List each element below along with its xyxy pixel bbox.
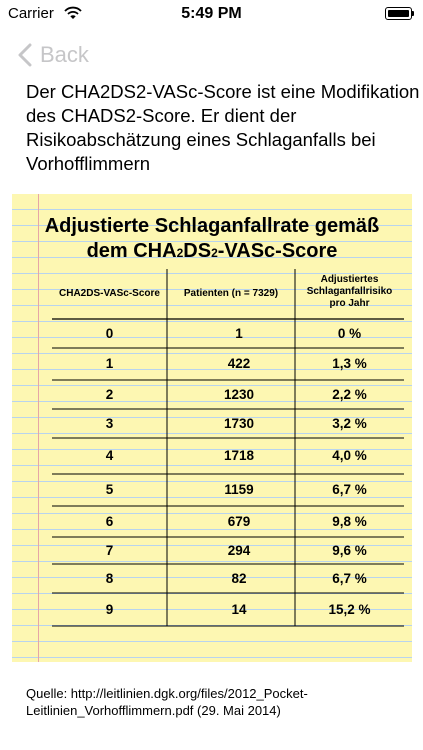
- table-cell: 0: [105, 325, 114, 341]
- table-cell: 0 %: [337, 325, 362, 341]
- table-cell: 4,0 %: [332, 448, 367, 463]
- table-cell: 6,7 %: [332, 482, 367, 497]
- table-cell: 3: [105, 415, 114, 431]
- table-cell: 1: [105, 356, 114, 371]
- table-cell: 1718: [223, 448, 255, 463]
- back-button[interactable]: [18, 40, 89, 70]
- table-cell: 6,7 %: [332, 570, 367, 586]
- table-cell: 2: [105, 386, 114, 402]
- back-label: Back: [40, 42, 89, 67]
- table-cell: 294: [227, 542, 251, 558]
- table-header-cell: CHA2DS-VASc-Score: [59, 288, 160, 299]
- table-cell: 15,2 %: [328, 601, 371, 617]
- table-cell: 1,3 %: [332, 356, 367, 371]
- table-cell: 9: [105, 601, 114, 617]
- table-title-line2: dem CHA2DS2-VASc-Score: [86, 240, 338, 262]
- status-time: 5:49 PM: [181, 5, 242, 22]
- table-cell: 9,6 %: [332, 542, 367, 558]
- table-cell: 7: [105, 542, 114, 558]
- table-header-cell: Patienten (n = 7329): [183, 288, 279, 299]
- table-cell: 1159: [224, 482, 254, 497]
- table-cell: 2,2 %: [332, 386, 367, 402]
- table-header-cell: Adjustiertes Schlaganfallrisiko pro Jahr: [306, 274, 393, 309]
- table-cell: 5: [105, 482, 114, 497]
- table-cell: 14: [231, 601, 247, 617]
- status-bar: [0, 0, 423, 28]
- table-cell: 422: [227, 356, 251, 371]
- table-cell: 1: [235, 325, 243, 341]
- table-cell: 4: [105, 448, 114, 463]
- table-title-line1: Adjustierte Schlaganfallrate gemäß: [44, 215, 380, 237]
- table-cell: 9,8 %: [332, 513, 367, 529]
- table-cell: 82: [231, 570, 247, 586]
- chevron-left-icon: [18, 43, 32, 67]
- battery-icon: [385, 7, 415, 20]
- carrier-label: Carrier: [8, 5, 54, 22]
- table-cell: 8: [105, 570, 114, 586]
- table-cell: 679: [227, 513, 251, 529]
- source-citation: Quelle: http://leitlinien.dgk.org/files/2012_Pocket-Leitlinien_Vorhofflimmern.pdf (29. Mai 2014): [26, 686, 308, 718]
- table-cell: 3,2 %: [332, 415, 367, 431]
- table-cell: 6: [105, 513, 114, 529]
- table-cell: 1730: [223, 415, 255, 431]
- intro-text: Der CHA2DS2-VASc-Score ist eine Modifikation des CHADS2-Score. Er dient der Risikoabschätzung eines Schlaganfalls bei Vorhofflimmern: [26, 81, 420, 174]
- score-table-image: [12, 194, 412, 662]
- table-cell: 1230: [223, 386, 255, 402]
